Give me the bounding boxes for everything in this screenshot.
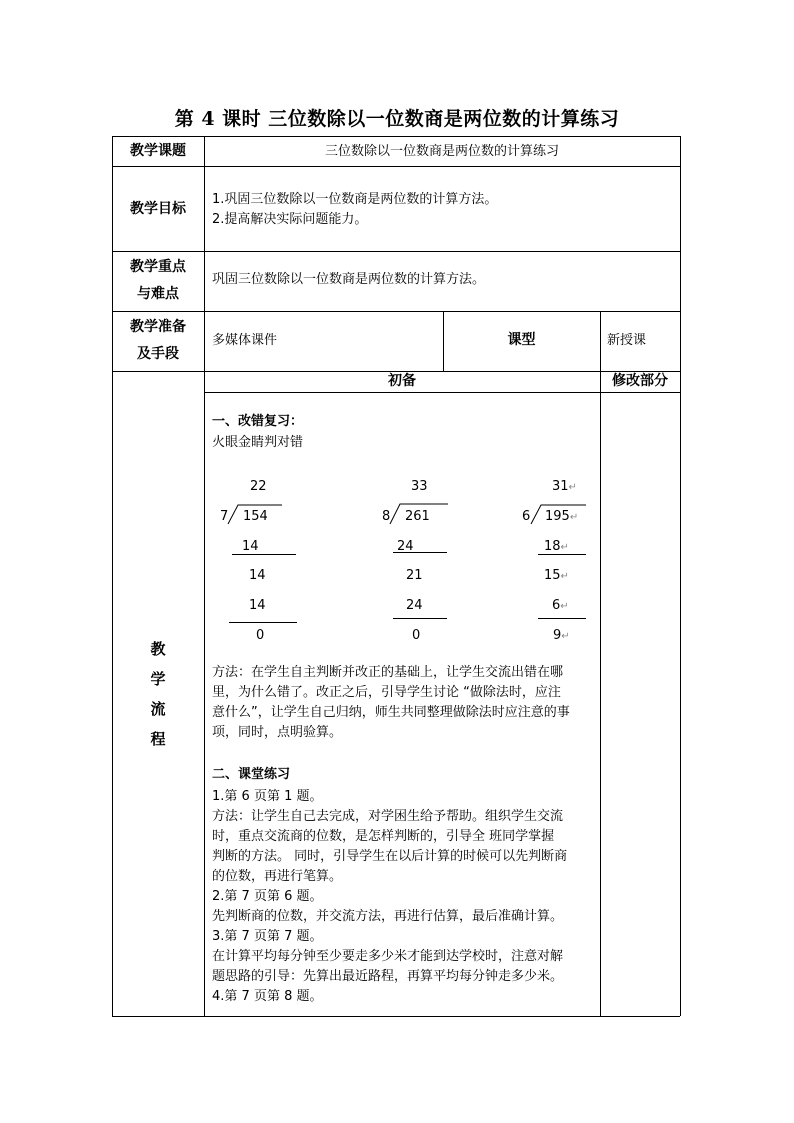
division-step: 21 [406,568,423,583]
division-quotient: 33 [411,479,428,494]
row-divider [112,166,680,167]
division-step: 15↵ [544,568,569,583]
edit-column-header: 修改部分 [612,373,668,389]
division-step: 24 [397,539,414,554]
label-column-divider [204,136,205,1016]
division-quotient: 22 [250,479,267,494]
division-divisor: 6 [522,509,531,524]
division-remainder: 9↵ [553,628,570,643]
row-divider [112,311,680,312]
topic-value: 三位数除以一位数商是两位数的计算练习 [324,144,559,159]
division-step: 14 [249,598,266,613]
division-step: 14 [242,539,259,554]
prep-value: 多媒体课件 [212,333,278,348]
key-value: 巩固三位数除以一位数商是两位数的计算方法。 [212,272,486,287]
division-quotient: 31↵ [552,479,577,494]
teaching-flow-label: 教 学 流 程 [150,640,166,748]
division-dividend: 261 [405,509,430,524]
topic-label: 教学课题 [130,143,186,159]
division-rule [393,618,447,619]
table-border-bottom [112,1016,680,1017]
division-rule [538,554,586,555]
division-remainder: 0 [256,628,265,643]
division-dividend: 195↵ [545,509,579,524]
division-step: 6↵ [552,598,569,613]
goal-item-2: 2.提高解决实际问题能力。 [212,212,368,227]
section2-content: 1.第 6 页第 1 题。 方法：让学生自己去完成，对学困生给予帮助。组织学生交流 时，重点交流商的位数，是怎样判断的，引导全 班同学掌握 判断的方法。 同时，引导学生在以后计算的时候可以先判断商 的位数，再进行笔算。 2.第 7 页第 6 题。 先判断商的位数，并交流方法，再进行估算，最后准确计算。 3.第 7 页第 7 题。 在计算平均每分钟至少要走多少米才能到达学校时，注意对解 题思路的引导：先算出最近路程，再算平均每分钟走多少米。 4.第 7 页第 8 题。 [212,789,568,1004]
division-step: 24 [406,598,423,613]
section2-title: 二、课堂练习 [212,767,291,782]
table-border-top [112,136,680,137]
division-rule [393,552,447,553]
division-dividend: 154 [243,509,268,524]
division-rule [229,622,297,623]
table-border-right [680,136,681,1016]
division-step: 14 [249,568,266,583]
page-title: 第 4 课时 三位数除以一位数商是两位数的计算练习 [174,108,620,130]
division-rule [232,554,296,555]
lesson-type-value: 新授课 [607,333,647,348]
section1-subtitle: 火眼金睛判对错 [212,435,304,450]
division-divisor: 8 [382,509,391,524]
section1-title: 一、改错复习： [212,414,304,429]
lesson-type-label: 课型 [507,332,536,348]
goal-item-1: 1.巩固三位数除以一位数商是两位数的计算方法。 [212,192,498,207]
column-divider [600,311,601,371]
lesson-plan-table [112,136,680,1016]
prep-label-2: 及手段 [137,346,179,362]
method-paragraph-1: 方法：在学生自主判断并改正的基础上，让学生交流出错在哪 里，为什么错了。改正之后，引导学生讨论 “做除法时，应注 意什么”，让学生自己归纳，师生共同整理做除法时应注意的事 项，同时，点明验算。 [212,665,570,740]
division-divisor: 7 [220,509,229,524]
edit-column-divider [600,371,601,1016]
goal-label: 教学目标 [130,201,186,217]
row-divider [112,251,680,252]
key-label-1: 教学重点 [130,259,186,275]
key-label-2: 与难点 [137,286,179,302]
division-rule [538,618,586,619]
division-step: 18↵ [544,539,569,554]
prep-label-1: 教学准备 [130,319,186,335]
draft-column-header: 初备 [388,373,416,389]
division-remainder: 0 [412,628,421,643]
